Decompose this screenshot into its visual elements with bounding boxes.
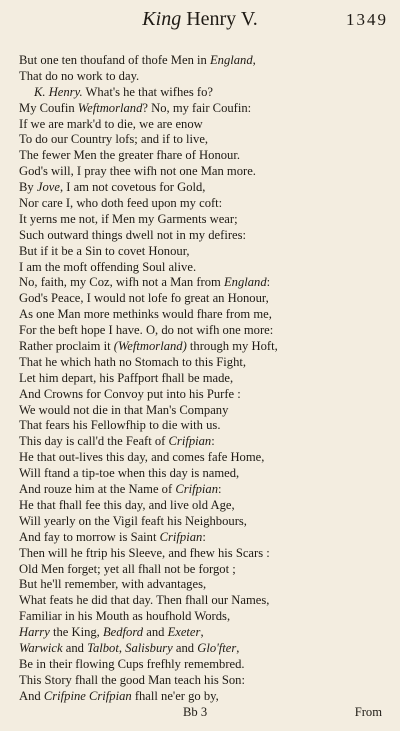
verse-text-segment: He that fhall fee this day, and live old Age,: [19, 497, 235, 512]
verse-line: [19, 530, 391, 546]
verse-line: [19, 593, 391, 609]
verse-text-segment: and: [62, 640, 88, 655]
verse-line: [19, 291, 391, 307]
verse-text-segment: For the beft hope I have. O, do not wifh one more:: [19, 323, 274, 338]
verse-text-segment: But he'll remember, with advantages,: [19, 577, 207, 592]
verse-text-segment: Old Men forget; yet all fhall not be forgot ;: [19, 561, 236, 576]
verse-text-segment: Then will he ftrip his Sleeve, and fhew his Scars :: [19, 545, 270, 560]
verse-line: [19, 625, 391, 641]
verse-text-segment: It yerns me not, if Men my Garments wear;: [19, 211, 238, 226]
running-title-rest: Henry V.: [181, 8, 258, 30]
italic-word: Crifpine Crifpian: [43, 688, 132, 703]
verse-line: [19, 339, 391, 355]
verse-text-segment: We would not die in that Man's Company: [19, 402, 229, 417]
verse-text-segment: God's will, I pray thee wifh not one Man more.: [19, 164, 256, 179]
italic-word: K. Henry.: [34, 84, 83, 99]
verse-text-segment: Familiar in his Mouth as houfhold Words,: [19, 609, 231, 624]
verse-line: [19, 69, 391, 85]
verse-line: [19, 307, 391, 323]
verse-line: [19, 498, 391, 514]
page-header: [0, 6, 400, 34]
italic-word: Weftmorland: [77, 100, 143, 115]
italic-word: England: [223, 275, 267, 290]
signature-line: [19, 705, 391, 721]
verse-text-segment: Rather proclaim it: [19, 339, 114, 354]
verse-text-segment: No, faith, my Coz, wifh not a Man from: [19, 275, 224, 290]
verse-line: [19, 434, 391, 450]
running-title: [100, 8, 300, 31]
verse-text-segment: My Coufin: [19, 100, 78, 115]
verse-line: [19, 117, 391, 133]
verse-text-segment: That fears his Fellowfhip to die with us.: [19, 418, 221, 433]
italic-word: Harry: [19, 625, 50, 640]
verse-text-segment: ? No, my fair Coufin:: [142, 100, 252, 115]
verse-text-segment: Will yearly on the Vigil feaft his Neighbours,: [19, 513, 247, 528]
italic-word: Glo'fter: [197, 640, 237, 655]
verse-text-segment: ,: [118, 640, 126, 655]
italic-word: Salisbury: [125, 640, 173, 655]
italic-word: Crifpian: [168, 434, 212, 449]
verse-line: [19, 323, 391, 339]
verse-line: [19, 244, 391, 260]
verse-text-segment: The fewer Men the greater fhare of Honour.: [19, 148, 240, 163]
verse-text-segment: :: [218, 482, 222, 497]
verse-text-segment: fhall ne'er go by,: [131, 688, 219, 703]
verse-text-segment: And fay to morrow is Saint: [19, 529, 160, 544]
italic-word: Exeter: [167, 625, 201, 640]
verse-text-segment: , I am not covetous for Gold,: [59, 180, 206, 195]
verse-text-segment: And Crowns for Convoy put into his Purfe :: [19, 386, 241, 401]
verse-text-segment: Be in their flowing Cups frefhly remembred.: [19, 656, 245, 671]
verse-line: [19, 132, 391, 148]
verse-text-segment: What's he that wifhes fo?: [82, 84, 214, 99]
verse-line: [19, 562, 391, 578]
verse-line: [19, 673, 391, 689]
verse-text-segment: This Story fhall the good Man teach his Son:: [19, 672, 245, 687]
verse-text-segment: Will ftand a tip-toe when this day is named,: [19, 466, 240, 481]
running-title-italic: King: [142, 8, 182, 30]
verse-text-segment: If we are mark'd to die, we are enow: [19, 116, 203, 131]
verse-line: [19, 418, 391, 434]
verse-line: [19, 85, 391, 101]
verse-text-segment: Such outward things dwell not in my defires:: [19, 227, 247, 242]
verse-line: [19, 275, 391, 291]
verse-text-segment: But if it be a Sin to covet Honour,: [19, 243, 190, 258]
verse-text-segment: What feats he did that day. Then fhall our Names,: [19, 593, 270, 608]
verse-line: [19, 450, 391, 466]
verse-text-segment: :: [211, 434, 215, 449]
italic-word: Warwick: [19, 640, 63, 655]
verse-text-segment: and: [143, 625, 168, 640]
verse-text-segment: This day is call'd the Feaft of: [19, 434, 169, 449]
verse-text-segment: I am the moft offending Soul alive.: [19, 259, 197, 274]
verse-line: [19, 689, 391, 705]
verse-text-segment: :: [266, 275, 271, 290]
verse-text-segment: To do our Country lofs; and if to live,: [19, 132, 209, 147]
verse-text-segment: and: [172, 640, 198, 655]
verse-line: [19, 577, 391, 593]
verse-line: [19, 101, 391, 117]
verse-line: [19, 482, 391, 498]
verse-line: [19, 641, 391, 657]
verse-text-segment: ,: [200, 625, 204, 640]
italic-word: Crifpian: [159, 529, 203, 544]
italic-word: Crifpian: [175, 482, 219, 497]
verse-line: [19, 212, 391, 228]
verse-line: [19, 180, 391, 196]
verse-text-segment: He that out-lives this day, and comes fafe Home,: [19, 450, 265, 465]
verse-text-segment: God's Peace, I would not lofe fo great an Honour,: [19, 291, 269, 306]
italic-word: Talbot: [87, 640, 119, 655]
verse-line: [19, 228, 391, 244]
verse-text-segment: the King,: [49, 625, 103, 640]
verse-line: [19, 196, 391, 212]
verse-text-segment: Let him depart, his Paffport fhall be made,: [19, 370, 234, 385]
verse-line: [19, 657, 391, 673]
signature-mark: Bb 3: [183, 704, 208, 719]
verse-line: [19, 371, 391, 387]
italic-word: Bedford: [102, 625, 144, 640]
verse-text-segment: By: [19, 180, 37, 195]
verse-text-segment: Nor care I, who doth feed upon my coft:: [19, 196, 223, 211]
verse-line: [19, 387, 391, 403]
verse-text-segment: :: [202, 529, 206, 544]
catchword: From: [354, 704, 382, 719]
verse-line: [19, 355, 391, 371]
verse-line: [19, 164, 391, 180]
verse-line: [19, 260, 391, 276]
verse-text-segment: That do no work to day.: [19, 68, 140, 83]
verse-line: [19, 466, 391, 482]
verse-text-segment: through my Hoft,: [186, 339, 278, 354]
verse-line: [19, 403, 391, 419]
verse-text-segment: But one ten thoufand of thofe Men in: [19, 53, 210, 67]
verse-line: [19, 546, 391, 562]
verse-text-segment: ,: [236, 640, 240, 655]
verse-line: [19, 514, 391, 530]
verse-text-segment: As one Man more methinks would fhare from me,: [19, 307, 272, 322]
italic-word: Jove: [36, 180, 60, 195]
verse-line: [19, 148, 391, 164]
verse-line: [19, 53, 391, 69]
verse-text: [19, 53, 391, 720]
page-number: 1349: [346, 10, 388, 29]
verse-line: [19, 609, 391, 625]
verse-text-segment: And rouze him at the Name of: [19, 482, 176, 497]
italic-word: England,: [209, 53, 256, 67]
verse-text-segment: That he which hath no Stomach to this Fight,: [19, 354, 247, 369]
verse-text-segment: And: [19, 688, 44, 703]
italic-word: (Weftmorland): [113, 339, 187, 354]
